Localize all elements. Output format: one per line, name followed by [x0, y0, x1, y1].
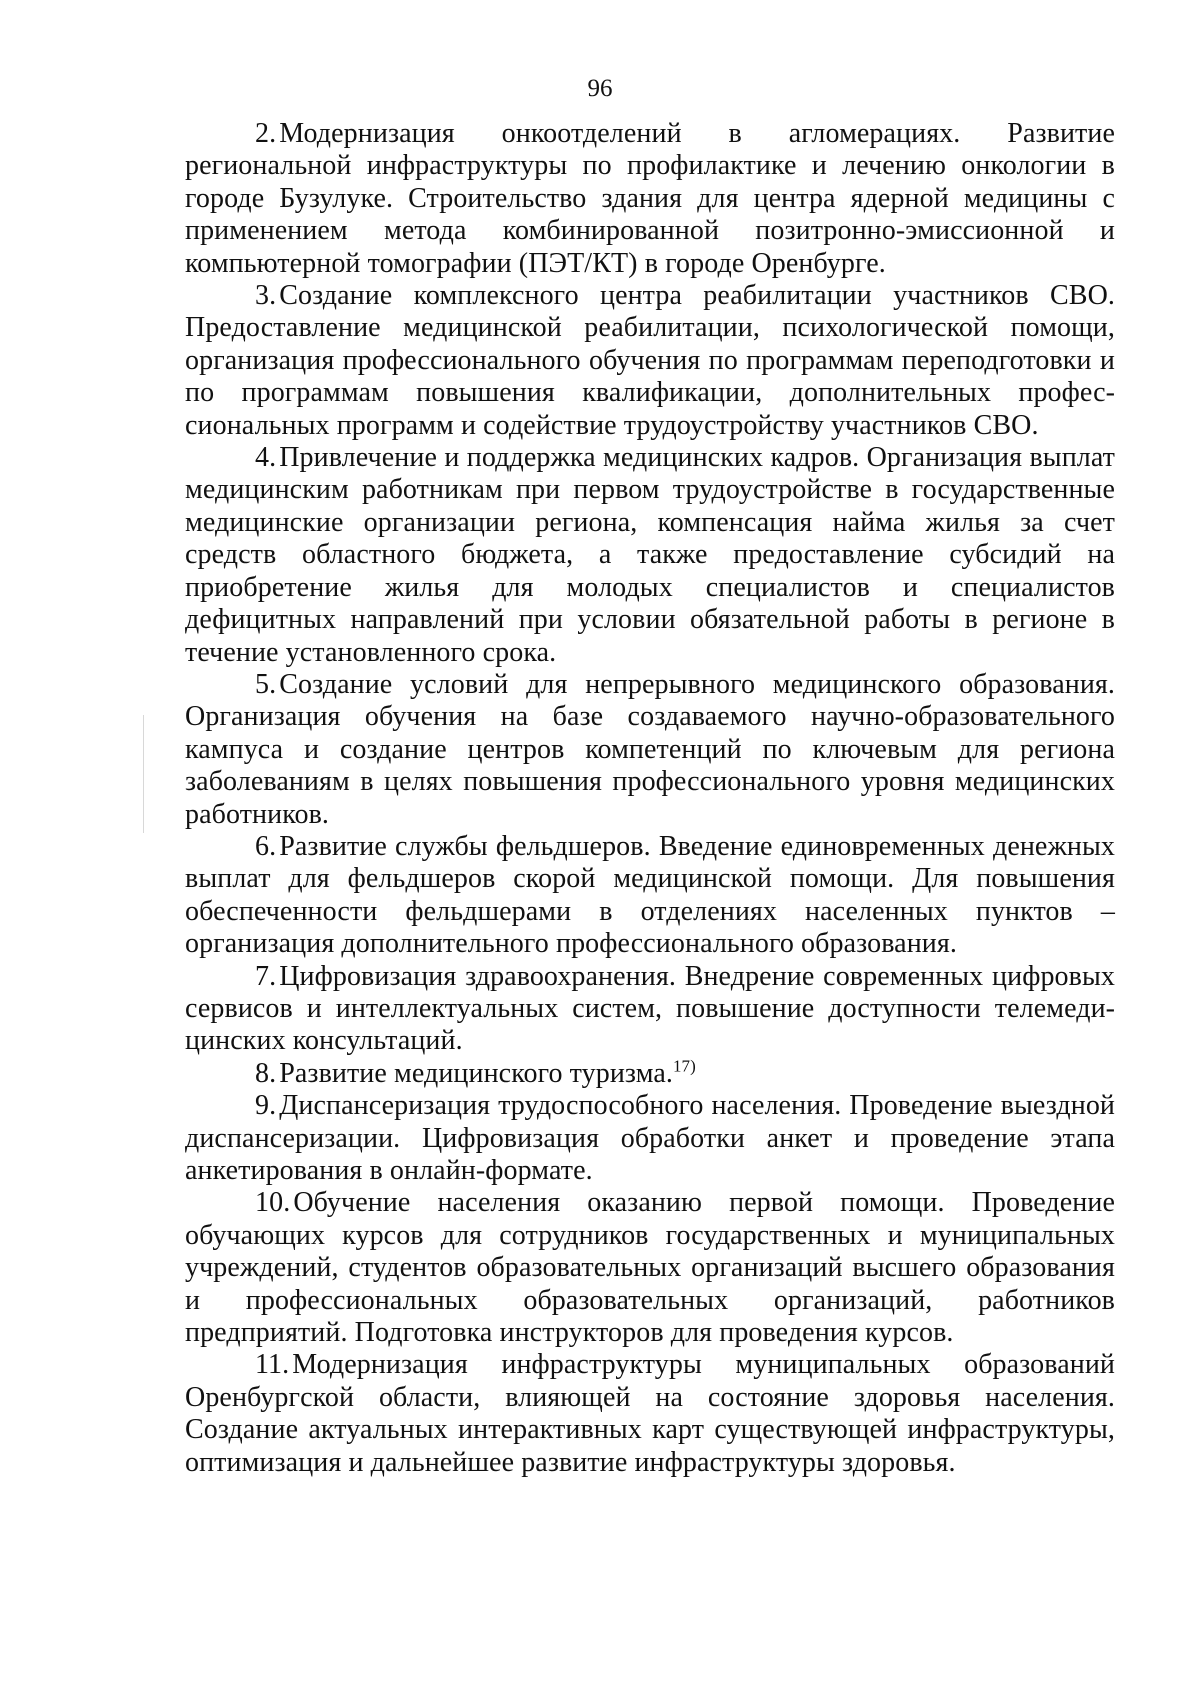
item-text: Создание условий для непрерывного медицинского образования. Организация обучения на базе создаваемого научно-образовательного кампуса и создание центров компетенций по ключевым для региона заболеваниям в целях повышения профессионального уровня медицинских работников. [185, 668, 1115, 830]
item-text: Диспансеризация трудоспособного населения. Проведение выездной диспансеризации. Цифровизация обработки анкет и проведение этапа анкетирования в онлайн-формате. [185, 1090, 1115, 1186]
document-body [185, 118, 1115, 1479]
item-number: 6. [255, 830, 277, 862]
list-item [185, 831, 1115, 961]
list-item [185, 961, 1115, 1058]
list-item [185, 1090, 1115, 1187]
page-number: 96 [587, 75, 613, 102]
item-number: 7. [255, 960, 277, 992]
item-number: 11. [255, 1349, 290, 1381]
item-text: Модернизация онкоотделений в агломерациях. Развитие региональной инфраструктуры по профилактике и лечению онкологии в городе Бузулуке. Строительство здания для центра ядерной медицины с применением метода комбинированной позитронно-эмиссионной и компьютерной томографии (ПЭТ/КТ) в городе Оренбурге. [185, 118, 1115, 279]
list-item [185, 669, 1115, 831]
item-text: Модернизация инфраструктуры муниципальных образований Оренбургской области, влияющей на состояние здоровья населения. Создание актуальных интерактивных карт существующей инфраструктуры, оптимизация и дальнейшее развитие инфраструктуры здоровья. [185, 1349, 1115, 1478]
item-text: Привлечение и поддержка медицинских кадров. Организация выплат медицинским работникам при первом трудоустройстве в государственные медицинские организации региона, компенсация найма жилья за счет средств областного бюджета, а также предоставление субсидий на приобретение жилья для молодых специалистов и специалистов дефицитных направлений при условии обязательной работы в регионе в течение установленного срока. [185, 442, 1115, 668]
footnote-reference: 17) [672, 1056, 696, 1076]
list-item [185, 1187, 1115, 1349]
item-number: 2. [255, 118, 277, 149]
item-text: Цифровизация здравоохранения. Внедрение современных цифровых сервисов и интеллектуальных систем, повышение доступности телемедицинских консультаций. [185, 960, 1115, 1057]
item-text: Развитие медицинского туризма. [279, 1057, 673, 1089]
item-number: 8. [255, 1057, 277, 1089]
item-number: 10. [255, 1187, 291, 1219]
item-text: Создание комплексного центра реабилитации участников СВО. Предоставление медицинской реабилитации, психологической помощи, организация профессионального обучения по программам переподготовки и по программам повышения квалификации, дополнительных профессиональных программ и содействие трудоустройству участников СВО. [185, 280, 1115, 441]
list-item [185, 1058, 1115, 1090]
list-item [185, 442, 1115, 669]
scan-artifact-line [143, 715, 144, 833]
item-number: 5. [255, 668, 277, 700]
item-number: 4. [255, 442, 277, 474]
item-number: 9. [255, 1090, 277, 1122]
item-text: Обучение населения оказанию первой помощи. Проведение обучающих курсов для сотрудников государственных и муниципальных учреждений, студентов образовательных организаций высшего образования и профессиональных образовательных организаций, работников предприятий. Подготовка инструкторов для проведения курсов. [185, 1187, 1115, 1349]
list-item [185, 1349, 1115, 1479]
list-item [185, 118, 1115, 280]
item-number: 3. [255, 280, 277, 312]
list-item [185, 280, 1115, 442]
item-text: Развитие службы фельдшеров. Введение единовременных денежных выплат для фельдшеров скорой медицинской помощи. Для повышения обеспеченности фельдшерами в отделениях населенных пунктов – организация дополнительного профессионального образования. [185, 830, 1115, 960]
